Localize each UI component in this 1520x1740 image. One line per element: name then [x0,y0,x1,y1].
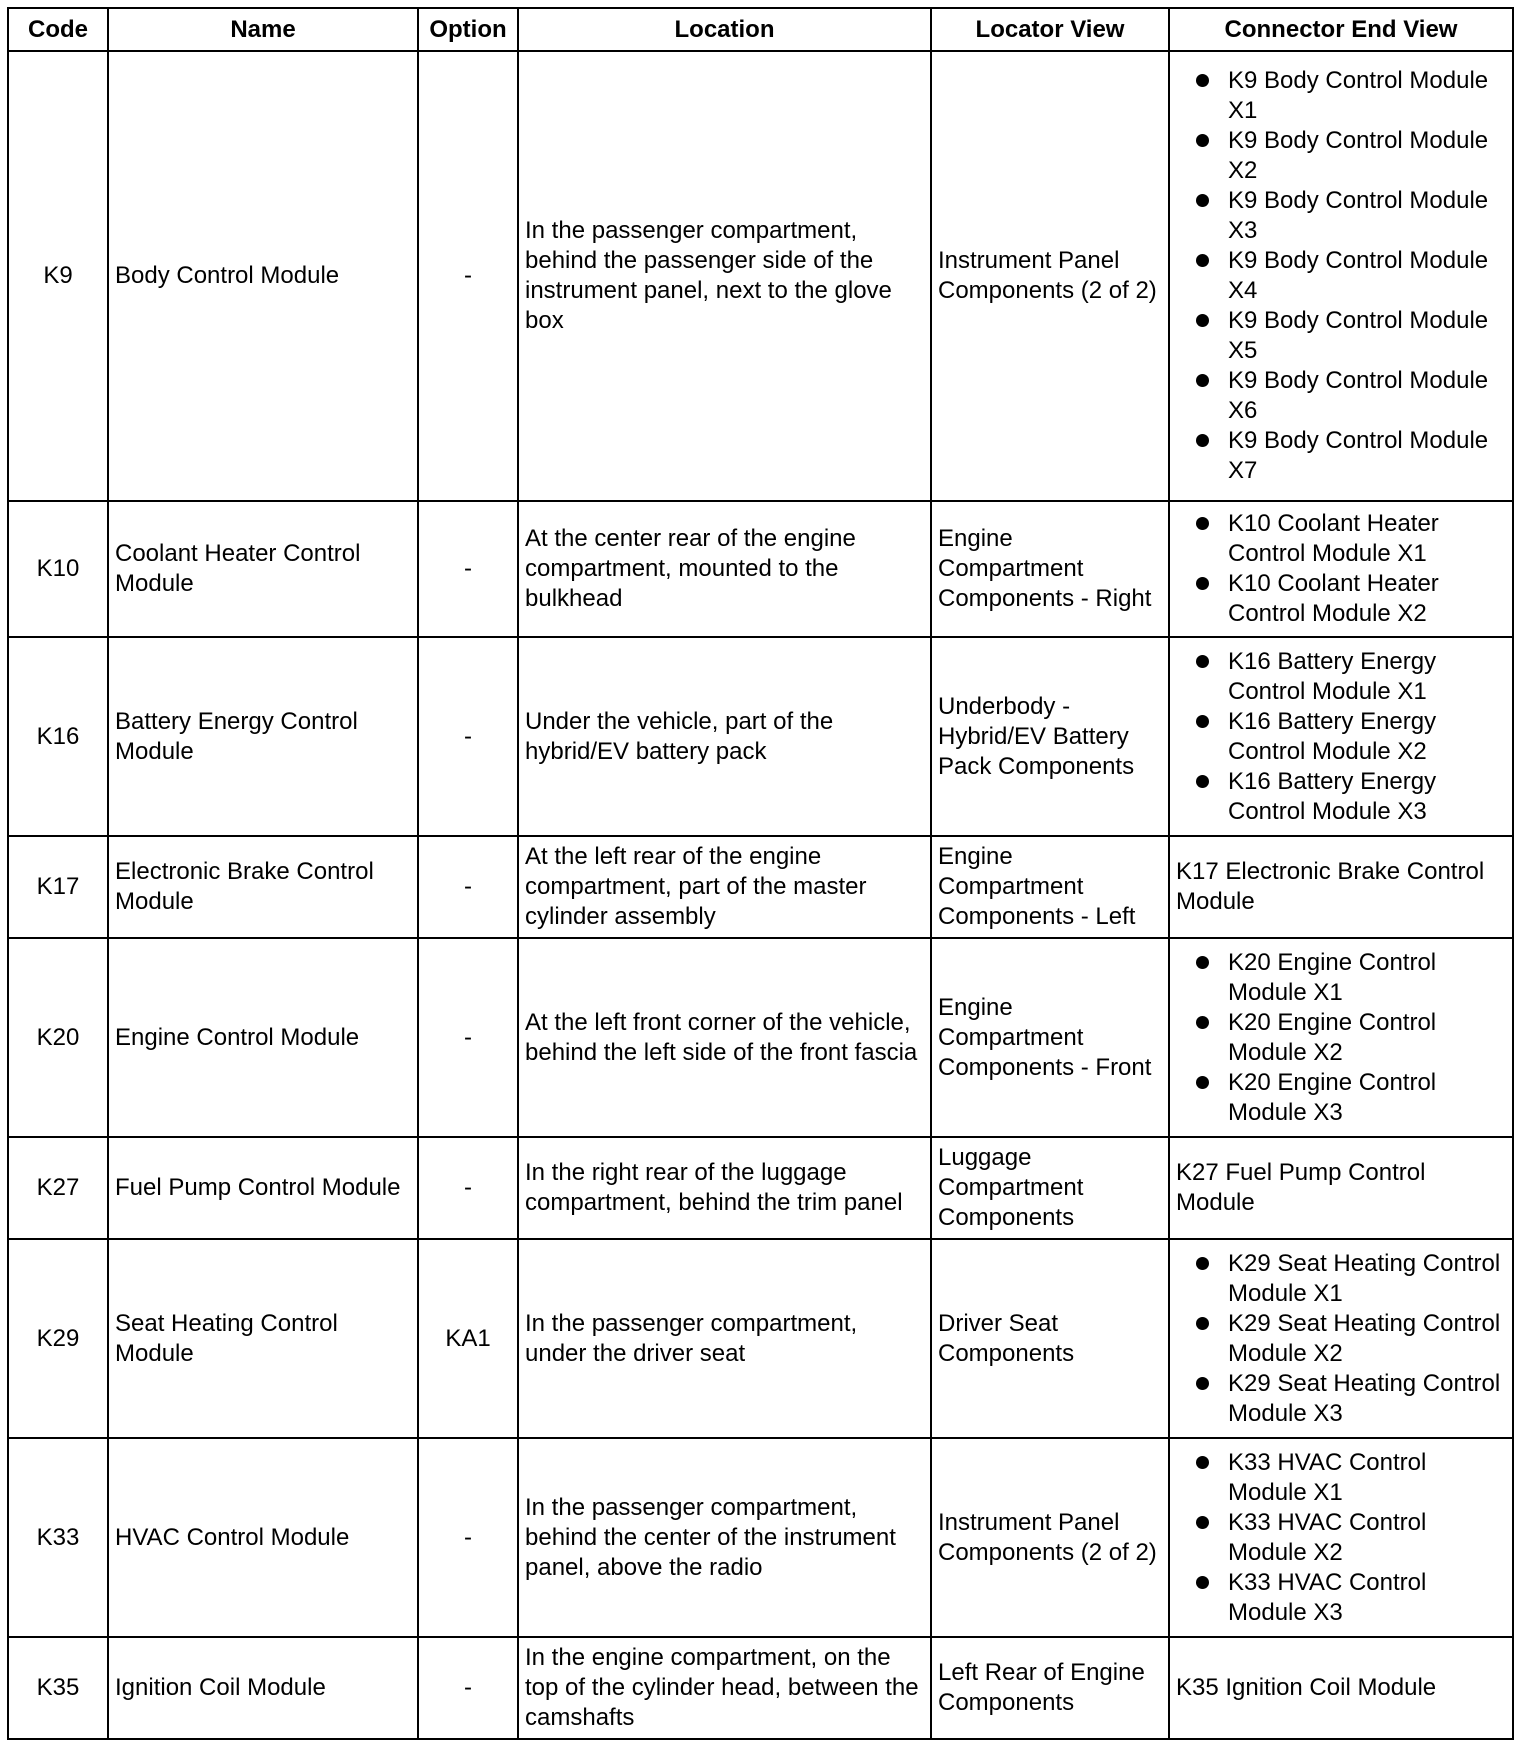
cell-code: K20 [8,938,108,1137]
bullet-icon [1196,775,1209,788]
header-row [8,8,1513,51]
connector-item [1176,306,1506,366]
bullet-icon [1196,1257,1209,1270]
connector-item [1176,509,1506,569]
cell-name: Electronic Brake Control Module [108,836,418,938]
bullet-icon [1196,1576,1209,1589]
cell-locator-view: Engine Compartment Components - Right [931,501,1169,637]
bullet-icon [1196,314,1209,327]
component-locator-table [7,7,1514,1740]
cell-connector-end-view [1169,501,1513,637]
cell-name: Body Control Module [108,51,418,501]
bullet-icon [1196,1076,1209,1089]
connector-label: K33 HVAC Control Module X1 [1228,1448,1427,1506]
connector-label: K20 Engine Control Module X2 [1228,1008,1437,1066]
cell-connector-end-view [1169,1438,1513,1637]
connector-label: K9 Body Control Module X2 [1228,127,1489,184]
bullet-icon [1196,434,1209,447]
cell-locator-view: Instrument Panel Components (2 of 2) [931,51,1169,501]
connector-label: K9 Body Control Module X3 [1228,187,1489,244]
cell-location: At the left front corner of the vehicle, behind the left side of the front fascia [518,938,931,1137]
cell-location: In the right rear of the luggage compartment, behind the trim panel [518,1137,931,1239]
connector-item [1176,1068,1506,1128]
bullet-icon [1196,194,1209,207]
cell-connector-end-view [1169,51,1513,501]
connector-item [1176,1369,1506,1429]
cell-code: K9 [8,51,108,501]
header-option: Option [418,8,518,51]
connector-label: K29 Seat Heating Control Module X3 [1228,1369,1501,1427]
table-row [8,836,1513,938]
connector-list [1176,948,1506,1128]
cell-location: In the passenger compartment, behind the passenger side of the instrument panel, next to the glove box [518,51,931,501]
header-code: Code [8,8,108,51]
connector-item [1176,1249,1506,1309]
bullet-icon [1196,655,1209,668]
cell-connector-end-view: K27 Fuel Pump Control Module [1169,1137,1513,1239]
cell-locator-view: Instrument Panel Components (2 of 2) [931,1438,1169,1637]
cell-name: Seat Heating Control Module [108,1239,418,1438]
bullet-icon [1196,134,1209,147]
connector-label: K9 Body Control Module X5 [1228,307,1489,364]
connector-list [1176,509,1506,629]
connector-item [1176,426,1506,486]
connector-item [1176,1448,1506,1508]
cell-option: KA1 [418,1239,518,1438]
cell-code: K16 [8,637,108,836]
connector-list [1176,1448,1506,1628]
connector-label: K9 Body Control Module X4 [1228,247,1489,304]
connector-label: K9 Body Control Module X6 [1228,367,1489,424]
cell-name: Fuel Pump Control Module [108,1137,418,1239]
cell-locator-view: Left Rear of Engine Components [931,1637,1169,1739]
bullet-icon [1196,517,1209,530]
cell-locator-view: Underbody - Hybrid/EV Battery Pack Components [931,637,1169,836]
connector-item [1176,1568,1506,1628]
bullet-icon [1196,254,1209,267]
cell-locator-view: Luggage Compartment Components [931,1137,1169,1239]
cell-location: In the passenger compartment, under the driver seat [518,1239,931,1438]
cell-code: K35 [8,1637,108,1739]
connector-label: K33 HVAC Control Module X3 [1228,1568,1427,1626]
table-row [8,1438,1513,1637]
cell-connector-end-view: K17 Electronic Brake Control Module [1169,836,1513,938]
cell-code: K33 [8,1438,108,1637]
cell-location: At the center rear of the engine compartment, mounted to the bulkhead [518,501,931,637]
cell-locator-view: Engine Compartment Components - Left [931,836,1169,938]
connector-item [1176,1508,1506,1568]
connector-item [1176,1309,1506,1369]
cell-connector-end-view [1169,938,1513,1137]
connector-item [1176,569,1506,629]
cell-location: In the engine compartment, on the top of the cylinder head, between the camshafts [518,1637,931,1739]
header-locator-view: Locator View [931,8,1169,51]
bullet-icon [1196,74,1209,87]
connector-label: K20 Engine Control Module X1 [1228,948,1437,1006]
table-row [8,1137,1513,1239]
bullet-icon [1196,1456,1209,1469]
cell-code: K10 [8,501,108,637]
connector-item [1176,1008,1506,1068]
cell-name: Battery Energy Control Module [108,637,418,836]
connector-item [1176,186,1506,246]
connector-label: K16 Battery Energy Control Module X3 [1228,767,1437,825]
bullet-icon [1196,374,1209,387]
connector-label: K16 Battery Energy Control Module X1 [1228,647,1437,705]
table-row [8,51,1513,501]
cell-option: - [418,501,518,637]
bullet-icon [1196,715,1209,728]
connector-item [1176,707,1506,767]
cell-name: Engine Control Module [108,938,418,1137]
connector-list [1176,1249,1506,1429]
cell-option: - [418,938,518,1137]
connector-item [1176,366,1506,426]
connector-list [1176,647,1506,827]
bullet-icon [1196,577,1209,590]
connector-item [1176,647,1506,707]
connector-label: K20 Engine Control Module X3 [1228,1068,1437,1126]
cell-location: Under the vehicle, part of the hybrid/EV battery pack [518,637,931,836]
cell-option: - [418,51,518,501]
bullet-icon [1196,1016,1209,1029]
connector-list [1176,66,1506,486]
cell-code: K27 [8,1137,108,1239]
table-row [8,637,1513,836]
cell-name: Ignition Coil Module [108,1637,418,1739]
cell-code: K17 [8,836,108,938]
connector-label: K33 HVAC Control Module X2 [1228,1508,1427,1566]
cell-name: Coolant Heater Control Module [108,501,418,637]
cell-option: - [418,1137,518,1239]
connector-item [1176,948,1506,1008]
connector-label: K10 Coolant Heater Control Module X2 [1228,570,1439,627]
connector-label: K9 Body Control Module X7 [1228,427,1489,484]
cell-connector-end-view: K35 Ignition Coil Module [1169,1637,1513,1739]
table-row [8,1239,1513,1438]
bullet-icon [1196,1317,1209,1330]
connector-item [1176,246,1506,306]
cell-code: K29 [8,1239,108,1438]
bullet-icon [1196,1377,1209,1390]
cell-location: At the left rear of the engine compartment, part of the master cylinder assembly [518,836,931,938]
table-row [8,938,1513,1137]
connector-item [1176,66,1506,126]
cell-location: In the passenger compartment, behind the center of the instrument panel, above the radio [518,1438,931,1637]
cell-locator-view: Engine Compartment Components - Front [931,938,1169,1137]
cell-connector-end-view [1169,637,1513,836]
connector-label: K10 Coolant Heater Control Module X1 [1228,510,1439,567]
header-location: Location [518,8,931,51]
connector-label: K16 Battery Energy Control Module X2 [1228,707,1437,765]
cell-option: - [418,836,518,938]
table-row [8,501,1513,637]
table-row [8,1637,1513,1739]
connector-item [1176,126,1506,186]
cell-connector-end-view [1169,1239,1513,1438]
connector-label: K29 Seat Heating Control Module X2 [1228,1309,1501,1367]
cell-locator-view: Driver Seat Components [931,1239,1169,1438]
bullet-icon [1196,1516,1209,1529]
cell-option: - [418,637,518,836]
connector-label: K29 Seat Heating Control Module X1 [1228,1249,1501,1307]
header-name: Name [108,8,418,51]
connector-label: K9 Body Control Module X1 [1228,67,1489,124]
connector-item [1176,767,1506,827]
cell-option: - [418,1438,518,1637]
cell-name: HVAC Control Module [108,1438,418,1637]
header-connector-end-view: Connector End View [1169,8,1513,51]
bullet-icon [1196,956,1209,969]
cell-option: - [418,1637,518,1739]
